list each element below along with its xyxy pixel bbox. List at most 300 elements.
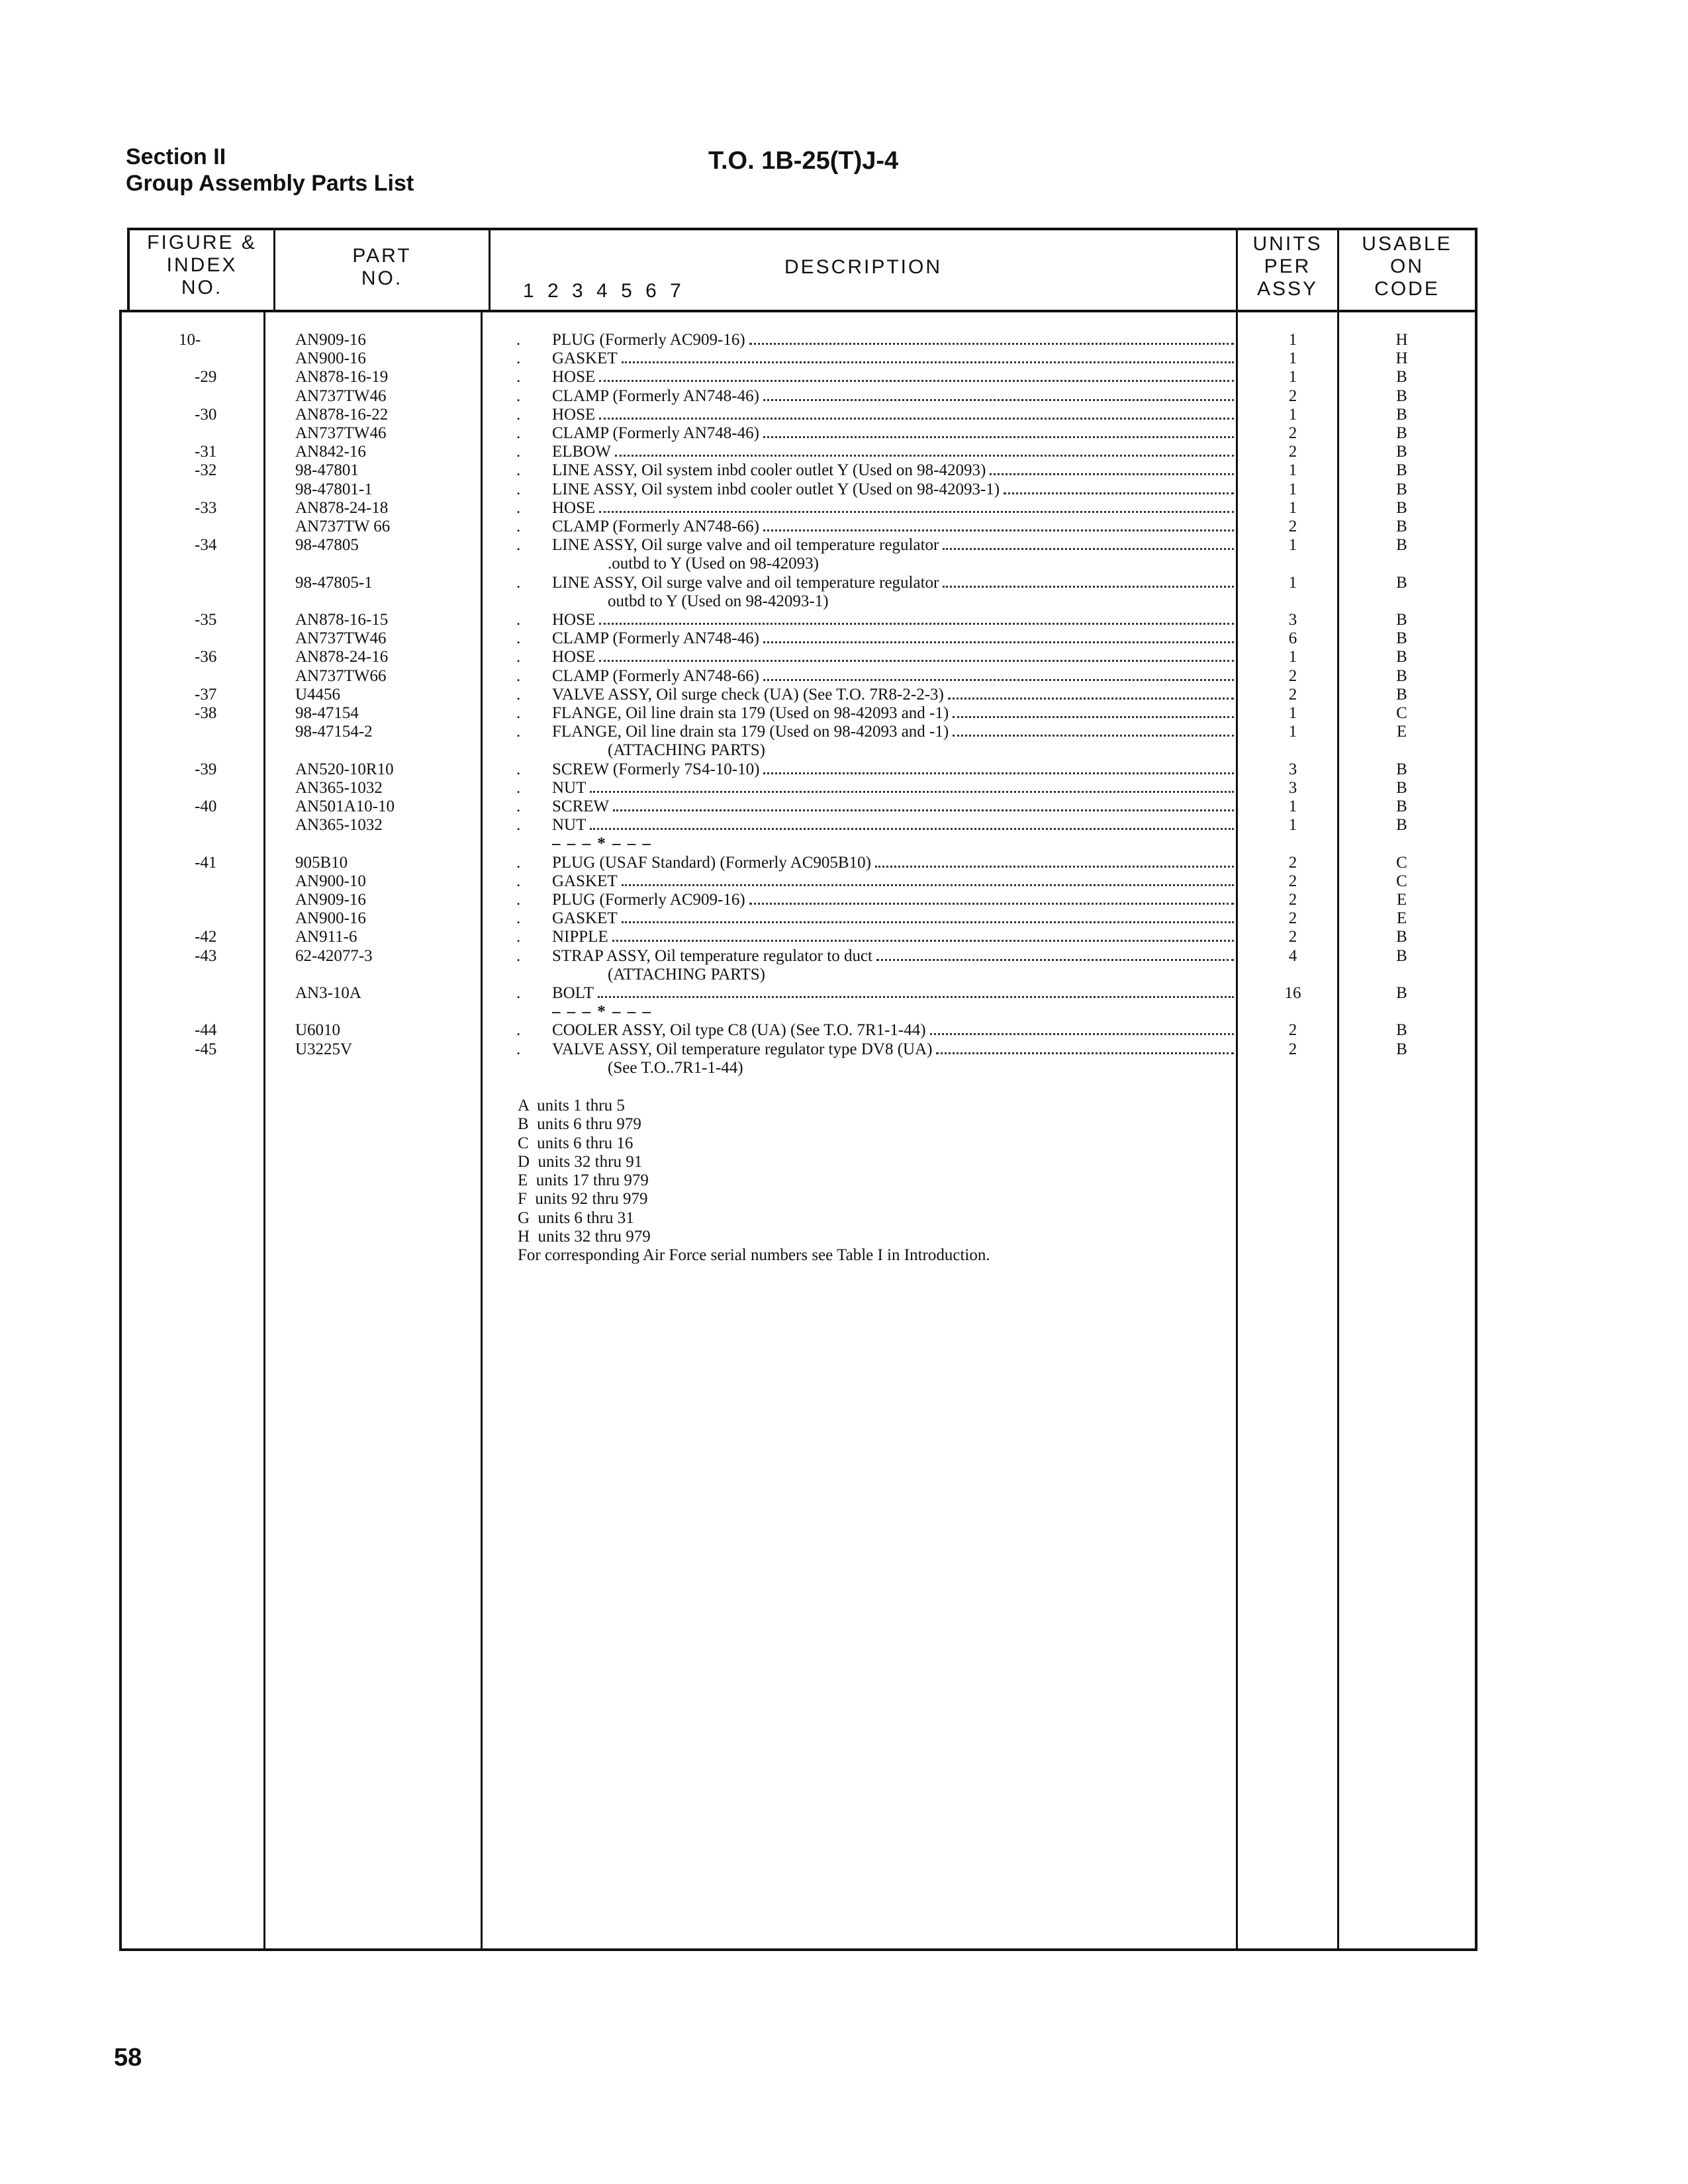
description — [552, 909, 1234, 928]
usable-on-code: B — [1396, 666, 1407, 685]
part-number: 62-42077-3 — [295, 946, 373, 965]
description — [552, 723, 1234, 741]
indent-dot: . — [516, 611, 521, 629]
leader-dots — [763, 424, 1234, 438]
description — [552, 891, 1234, 909]
table-row — [0, 760, 1476, 779]
usable-on-code: B — [1396, 928, 1407, 946]
leader-dots — [599, 611, 1234, 625]
usable-on-code: B — [1396, 629, 1407, 648]
leader-dots — [930, 1021, 1234, 1035]
description-continuation: (ATTACHING PARTS) — [608, 965, 765, 983]
figure-index: -36 — [195, 648, 217, 666]
leader-dots — [590, 779, 1234, 793]
usable-on-code: H — [1395, 331, 1408, 349]
part-number: AN911-6 — [295, 928, 357, 946]
units-per-assy: 3 — [1288, 611, 1297, 629]
description-text: VALVE ASSY, Oil surge check (UA) (See T.O. 7R8-2-2-3) — [552, 685, 944, 704]
usable-on-code: B — [1396, 443, 1407, 461]
usable-on-code: B — [1396, 573, 1407, 592]
header-line: CODE — [1374, 278, 1440, 300]
usable-on-code: B — [1396, 498, 1407, 517]
description-text: HOSE — [552, 648, 596, 666]
description — [552, 368, 1234, 387]
description-text: HOSE — [552, 368, 596, 387]
page-number: 58 — [114, 2044, 142, 2071]
figure-index: -41 — [195, 853, 217, 872]
description-text: LINE ASSY, Oil system inbd cooler outlet Y (Used on 98-42093-1) — [552, 480, 1000, 498]
part-number: AN520-10R10 — [295, 760, 394, 778]
part-number: AN900-10 — [295, 872, 366, 890]
indent-dot: . — [516, 853, 521, 872]
table-row — [0, 667, 1476, 686]
part-number: AN878-16-22 — [295, 405, 389, 424]
usable-on-code: B — [1396, 424, 1407, 442]
units-per-assy: 1 — [1288, 536, 1297, 555]
table-row — [0, 461, 1476, 480]
figure-index: -37 — [195, 685, 217, 704]
table-row — [0, 536, 1476, 555]
description-text: FLANGE, Oil line drain sta 179 (Used on 98-42093 and -1) — [552, 704, 949, 722]
description — [552, 518, 1234, 536]
description-text: FLANGE, Oil line drain sta 179 (Used on 98-42093 and -1) — [552, 723, 949, 741]
usable-on-code: B — [1396, 984, 1407, 1002]
leader-dots — [749, 891, 1234, 905]
part-number: 98-47805 — [295, 536, 359, 555]
description — [552, 1021, 1234, 1040]
leader-dots — [943, 574, 1234, 588]
indent-dot: . — [516, 518, 521, 535]
indent-dot: . — [516, 816, 521, 835]
units-per-assy: 1 — [1288, 405, 1297, 424]
usable-on-code: B — [1396, 1021, 1407, 1040]
description — [552, 499, 1234, 518]
part-number: AN878-16-19 — [295, 368, 389, 387]
table-row — [0, 480, 1476, 499]
indent-dot: . — [516, 536, 521, 555]
indent-dot: . — [516, 909, 521, 928]
indent-dot: . — [516, 704, 521, 722]
leader-dots — [763, 667, 1234, 681]
part-number: AN737TW 66 — [295, 518, 391, 535]
description-text: LINE ASSY, Oil surge valve and oil temperature regulator — [552, 573, 939, 592]
leader-dots — [622, 349, 1234, 363]
description — [552, 611, 1234, 629]
leader-dots — [763, 760, 1234, 774]
figure-index: -45 — [195, 1040, 217, 1058]
indent-dot: . — [516, 984, 521, 1002]
units-per-assy: 3 — [1288, 778, 1297, 797]
part-number: AN737TW46 — [295, 387, 387, 405]
units-per-assy: 2 — [1288, 891, 1297, 909]
section-label: Section II — [126, 144, 226, 169]
table-row — [0, 816, 1476, 835]
table-row — [0, 854, 1476, 872]
units-per-assy: 6 — [1288, 629, 1297, 648]
units-per-assy: 1 — [1288, 480, 1297, 498]
table-row — [0, 872, 1476, 891]
continuation-row — [0, 1059, 1476, 1077]
leader-dots — [763, 518, 1234, 531]
description — [552, 387, 1234, 406]
table-row — [0, 443, 1476, 461]
table-row — [0, 723, 1476, 741]
legend-line: G units 6 thru 31 — [518, 1208, 634, 1227]
description-text: GASKET — [552, 872, 618, 890]
description-text: CLAMP (Formerly AN748-46) — [552, 629, 759, 648]
description — [552, 424, 1234, 443]
units-per-assy: 2 — [1288, 909, 1297, 928]
usable-on-code: C — [1396, 704, 1407, 722]
description — [552, 947, 1234, 966]
units-per-assy: 1 — [1288, 368, 1297, 387]
description-text: STRAP ASSY, Oil temperature regulator to duct — [552, 946, 872, 965]
description-text: VALVE ASSY, Oil temperature regulator type DV8 (UA) — [552, 1040, 933, 1058]
table-row — [0, 387, 1476, 406]
description-text: LINE ASSY, Oil system inbd cooler outlet Y (Used on 98-42093) — [552, 461, 986, 480]
indent-dot: . — [516, 891, 521, 909]
continuation-row — [0, 741, 1476, 760]
indent-dot: . — [516, 368, 521, 387]
description — [552, 1040, 1234, 1059]
header-line: USABLE — [1362, 233, 1452, 255]
description — [552, 480, 1234, 499]
description-text: NUT — [552, 778, 586, 797]
units-per-assy: 1 — [1288, 349, 1297, 368]
indent-dot: . — [516, 928, 521, 946]
legend-line: For corresponding Air Force serial numbers see Table I in Introduction. — [518, 1246, 990, 1265]
leader-dots — [953, 723, 1234, 737]
table-row — [0, 947, 1476, 966]
figure-index: -38 — [195, 704, 217, 722]
units-per-assy: 2 — [1288, 1040, 1297, 1058]
part-number: U4456 — [295, 685, 341, 704]
leader-dots — [599, 499, 1234, 513]
description-text: CLAMP (Formerly AN748-46) — [552, 424, 759, 442]
header-figure-index — [130, 232, 274, 299]
header-line: UNITS — [1252, 233, 1323, 255]
header-description: DESCRIPTION — [784, 256, 943, 278]
description-text: BOLT — [552, 984, 594, 1002]
figure-index: -32 — [195, 461, 217, 480]
figure-index: -44 — [195, 1021, 217, 1040]
table-row — [0, 349, 1476, 368]
part-number: U3225V — [295, 1040, 353, 1058]
group-label: Group Assembly Parts List — [126, 171, 414, 196]
continuation-row — [0, 555, 1476, 573]
part-number: AN909-16 — [295, 891, 366, 909]
leader-dots — [990, 461, 1234, 475]
figure-index: -35 — [195, 611, 217, 629]
part-number: 98-47801 — [295, 461, 359, 480]
table-row — [0, 648, 1476, 666]
description-continuation: (ATTACHING PARTS) — [608, 741, 765, 760]
leader-dots — [953, 704, 1234, 718]
part-number: AN878-24-16 — [295, 648, 389, 666]
header-line: PART — [352, 245, 412, 267]
description — [552, 816, 1234, 835]
indent-dot: . — [516, 461, 521, 480]
units-per-assy: 2 — [1288, 853, 1297, 872]
usable-on-code: B — [1396, 816, 1407, 835]
leader-dots — [598, 984, 1234, 998]
indent-dot: . — [516, 760, 521, 778]
usable-on-code: B — [1396, 648, 1407, 666]
indent-dot: . — [516, 424, 521, 442]
units-per-assy: 1 — [1288, 723, 1297, 741]
table-row — [0, 891, 1476, 909]
table-row — [0, 406, 1476, 424]
description — [552, 686, 1234, 704]
leader-dots — [875, 854, 1234, 868]
description — [552, 854, 1234, 872]
header-usable-on-code — [1339, 233, 1475, 300]
description — [552, 667, 1234, 686]
part-number: AN909-16 — [295, 331, 366, 349]
figure-index: -42 — [195, 928, 217, 946]
part-number: AN501A10-10 — [295, 797, 395, 815]
part-number: AN365-1032 — [295, 778, 383, 797]
units-per-assy: 2 — [1288, 685, 1297, 704]
leader-dots — [763, 387, 1234, 401]
header-line: PER — [1264, 255, 1311, 277]
figure-index: -29 — [195, 368, 217, 387]
description-text: PLUG (Formerly AC909-16) — [552, 891, 745, 909]
figure-index: -43 — [195, 946, 217, 965]
table-row — [0, 797, 1476, 816]
description — [552, 928, 1234, 946]
leader-dots — [749, 331, 1234, 345]
description — [552, 331, 1234, 349]
part-number: AN900-16 — [295, 909, 366, 928]
units-per-assy: 1 — [1288, 331, 1297, 349]
units-per-assy: 2 — [1288, 424, 1297, 442]
leader-dots — [943, 536, 1234, 550]
part-number: AN737TW66 — [295, 666, 387, 685]
header-line: ASSY — [1256, 278, 1319, 300]
leader-dots — [1004, 480, 1234, 494]
part-number: 98-47801-1 — [295, 480, 373, 498]
usable-on-code: B — [1396, 1040, 1407, 1058]
usable-on-code: B — [1396, 797, 1407, 815]
figure-index: 10- — [179, 331, 201, 349]
legend-line: C units 6 thru 16 — [518, 1134, 633, 1152]
figure-index: -34 — [195, 536, 217, 555]
part-number: 98-47154-2 — [295, 723, 373, 741]
description — [552, 629, 1234, 648]
description — [552, 984, 1234, 1003]
units-per-assy: 1 — [1288, 704, 1297, 722]
part-number: AN737TW46 — [295, 424, 387, 442]
header-line: ON — [1390, 255, 1424, 277]
description-text: PLUG (Formerly AC909-16) — [552, 331, 745, 349]
indent-dot: . — [516, 872, 521, 890]
leader-dots — [622, 909, 1234, 923]
description-continuation: outbd to Y (Used on 98-42093-1) — [608, 592, 829, 610]
figure-index: -39 — [195, 760, 217, 778]
table-row — [0, 909, 1476, 928]
table-row — [0, 629, 1476, 648]
leader-dots — [612, 928, 1234, 942]
units-per-assy: 1 — [1288, 573, 1297, 592]
figure-index: -40 — [195, 797, 217, 815]
units-per-assy: 2 — [1288, 443, 1297, 461]
table-row — [0, 779, 1476, 797]
description — [552, 461, 1234, 480]
indent-dot: . — [516, 331, 521, 349]
part-number: AN737TW46 — [295, 629, 387, 648]
description — [552, 648, 1234, 666]
indent-dot: . — [516, 349, 521, 368]
description — [552, 536, 1234, 555]
table-row — [0, 704, 1476, 723]
description-text: HOSE — [552, 611, 596, 629]
usable-on-code: B — [1396, 778, 1407, 797]
indent-dot: . — [516, 443, 521, 461]
table-row — [0, 574, 1476, 592]
part-number: AN842-16 — [295, 443, 366, 461]
leader-dots — [763, 629, 1234, 643]
legend-line: F units 92 thru 979 — [518, 1190, 648, 1208]
indent-dot: . — [516, 723, 521, 741]
description-text: HOSE — [552, 498, 596, 517]
part-number: 98-47805-1 — [295, 573, 373, 592]
description-text: LINE ASSY, Oil surge valve and oil temperature regulator — [552, 536, 939, 555]
description-text: GASKET — [552, 349, 618, 368]
description-text: CLAMP (Formerly AN748-66) — [552, 666, 759, 685]
table-row — [0, 1040, 1476, 1059]
indent-dot: . — [516, 797, 521, 815]
units-per-assy: 2 — [1288, 1021, 1297, 1040]
indent-dot: . — [516, 480, 521, 498]
indent-dot: . — [516, 778, 521, 797]
description-text: NIPPLE — [552, 928, 608, 946]
table-row — [0, 1021, 1476, 1040]
header-line: NO. — [181, 277, 223, 298]
description-text: NUT — [552, 816, 586, 835]
description-continuation: .outbd to Y (Used on 98-42093) — [608, 555, 819, 573]
leader-dots — [599, 406, 1234, 420]
continuation-row — [0, 592, 1476, 611]
indent-dot: . — [516, 1040, 521, 1058]
figure-index: -33 — [195, 498, 217, 517]
units-per-assy: 2 — [1288, 387, 1297, 405]
usable-on-code: B — [1396, 685, 1407, 704]
leader-dots — [948, 686, 1234, 700]
indent-dot: . — [516, 405, 521, 424]
usable-on-code: B — [1396, 368, 1407, 387]
description — [552, 779, 1234, 797]
header-part-no — [275, 245, 489, 290]
usable-on-code: E — [1396, 891, 1407, 909]
usable-on-code: B — [1396, 405, 1407, 424]
units-per-assy: 1 — [1288, 648, 1297, 666]
indent-dot: . — [516, 629, 521, 648]
description-text: SCREW (Formerly 7S4-10-10) — [552, 760, 760, 778]
legend-line: D units 32 thru 91 — [518, 1152, 643, 1171]
header-line: NO. — [361, 267, 403, 289]
part-number: U6010 — [295, 1021, 341, 1040]
units-per-assy: 16 — [1284, 984, 1301, 1002]
description — [552, 872, 1234, 891]
part-number: AN878-24-18 — [295, 498, 389, 517]
usable-on-code: B — [1396, 461, 1407, 480]
part-number: AN3-10A — [295, 984, 361, 1002]
section-separator: – – – * – – – — [552, 1003, 652, 1021]
table-row — [0, 518, 1476, 536]
description — [552, 443, 1234, 461]
continuation-row — [0, 966, 1476, 984]
usable-on-code: H — [1395, 349, 1408, 368]
indent-dot: . — [516, 387, 521, 405]
part-number: AN878-16-15 — [295, 611, 389, 629]
legend-line: H units 32 thru 979 — [518, 1228, 651, 1246]
description — [552, 574, 1234, 592]
description-text: COOLER ASSY, Oil type C8 (UA) (See T.O. 7R1-1-44) — [552, 1021, 926, 1040]
description — [552, 704, 1234, 723]
leader-dots — [936, 1040, 1234, 1054]
header-indent-levels: 1 2 3 4 5 6 7 — [523, 280, 685, 302]
header-units-per-assy — [1238, 233, 1337, 300]
separator-row — [0, 835, 1476, 853]
usable-on-code-legend — [518, 1097, 990, 1265]
usable-on-code: E — [1396, 723, 1407, 741]
units-per-assy: 2 — [1288, 872, 1297, 890]
leader-dots — [613, 797, 1234, 811]
table-row — [0, 686, 1476, 704]
usable-on-code: B — [1396, 760, 1407, 778]
description-text: GASKET — [552, 909, 618, 928]
part-number: 905B10 — [295, 853, 348, 872]
table-row — [0, 984, 1476, 1003]
description-text: CLAMP (Formerly AN748-46) — [552, 387, 759, 405]
usable-on-code: C — [1396, 853, 1407, 872]
figure-index: -30 — [195, 405, 217, 424]
units-per-assy: 1 — [1288, 797, 1297, 815]
legend-line: E units 17 thru 979 — [518, 1171, 649, 1190]
indent-dot: . — [516, 685, 521, 704]
section-separator: – – – * – – – — [552, 835, 652, 853]
units-per-assy: 1 — [1288, 461, 1297, 480]
table-row — [0, 611, 1476, 629]
part-number: AN365-1032 — [295, 816, 383, 835]
usable-on-code: B — [1396, 518, 1407, 535]
indent-dot: . — [516, 1021, 521, 1040]
legend-line: B units 6 thru 979 — [518, 1115, 641, 1134]
description-text: PLUG (USAF Standard) (Formerly AC905B10) — [552, 853, 871, 872]
description-text: CLAMP (Formerly AN748-66) — [552, 518, 759, 535]
header-line: FIGURE & — [147, 232, 257, 253]
units-per-assy: 2 — [1288, 928, 1297, 946]
legend-line: A units 1 thru 5 — [518, 1097, 625, 1115]
description-text: ELBOW — [552, 443, 611, 461]
units-per-assy: 2 — [1288, 518, 1297, 535]
units-per-assy: 4 — [1288, 946, 1297, 965]
indent-dot: . — [516, 946, 521, 965]
description — [552, 349, 1234, 368]
leader-dots — [876, 947, 1234, 961]
part-number: AN900-16 — [295, 349, 366, 368]
usable-on-code: B — [1396, 387, 1407, 405]
description — [552, 797, 1234, 816]
leader-dots — [622, 872, 1234, 886]
leader-dots — [590, 816, 1234, 830]
table-row — [0, 424, 1476, 443]
usable-on-code: B — [1396, 611, 1407, 629]
indent-dot: . — [516, 573, 521, 592]
description — [552, 406, 1234, 424]
units-per-assy: 3 — [1288, 760, 1297, 778]
